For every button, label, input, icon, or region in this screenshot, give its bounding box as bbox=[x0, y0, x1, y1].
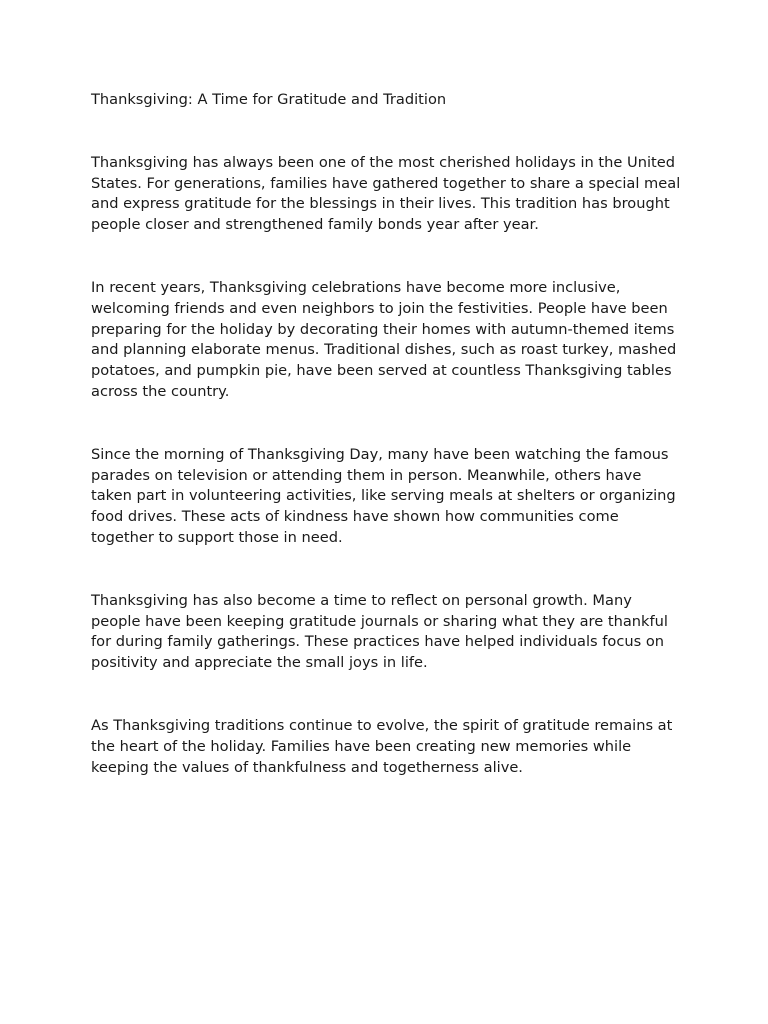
document-title: Thanksgiving: A Time for Gratitude and Tradition bbox=[91, 91, 447, 108]
paragraph-parades-volunteering: Since the morning of Thanksgiving Day, many have been watching the famous parades on television or attending them in person. Meanwhile, others have taken part in volunteering activities, like serving meals at shelters or organizing food drives. These acts of kindness have shown how communities come together to support those in need. bbox=[91, 445, 676, 546]
paragraph-personal-growth: Thanksgiving has also become a time to reflect on personal growth. Many people have been keeping gratitude journals or sharing what they are thankful for during family gatherings. These practices have helped individuals focus on positivity and appreciate the small joys in life. bbox=[91, 591, 668, 672]
paragraph-intro: Thanksgiving has always been one of the most cherished holidays in the United States. For generations, families have gathered together to share a special meal and express gratitude for the blessings in their lives. This tradition has brought people closer and strengthened family bonds year after year. bbox=[91, 153, 681, 234]
document-body bbox=[91, 90, 681, 820]
paragraph-conclusion: As Thanksgiving traditions continue to evolve, the spirit of gratitude remains at the heart of the holiday. Families have been creating new memories while keeping the values of thankfulness and togetherness alive. bbox=[91, 716, 673, 776]
paragraph-celebrations: In recent years, Thanksgiving celebrations have become more inclusive, welcoming friends and even neighbors to join the festivities. People have been preparing for the holiday by decorating their homes with autumn-themed items and planning elaborate menus. Traditional dishes, such as roast turkey, mashed potatoes, and pumpkin pie, have been served at countless Thanksgiving tables across the country. bbox=[91, 278, 677, 400]
